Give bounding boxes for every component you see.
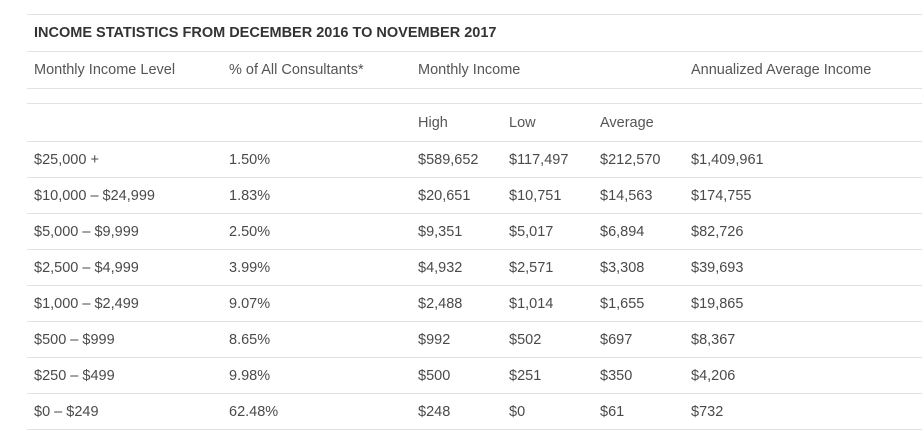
cell-high: $589,652 <box>411 142 502 178</box>
subheader-high: High <box>411 104 502 142</box>
cell-low: $5,017 <box>502 214 593 250</box>
cell-percent-consultants: 9.07% <box>222 286 411 322</box>
subheader-empty-annualized <box>684 104 922 142</box>
table-row <box>27 178 922 214</box>
cell-percent-consultants: 8.65% <box>222 322 411 358</box>
income-statistics-table <box>27 14 922 430</box>
cell-average: $212,570 <box>593 142 684 178</box>
cell-high: $4,932 <box>411 250 502 286</box>
cell-low: $502 <box>502 322 593 358</box>
header-monthly-income: Monthly Income <box>411 52 684 89</box>
cell-percent-consultants: 9.98% <box>222 358 411 394</box>
cell-low: $1,014 <box>502 286 593 322</box>
cell-low: $0 <box>502 394 593 430</box>
table-row <box>27 142 922 178</box>
subheader-low: Low <box>502 104 593 142</box>
cell-income-level: $5,000 – $9,999 <box>27 214 222 250</box>
cell-percent-consultants: 1.50% <box>222 142 411 178</box>
cell-annualized-average: $39,693 <box>684 250 922 286</box>
cell-annualized-average: $1,409,961 <box>684 142 922 178</box>
cell-low: $10,751 <box>502 178 593 214</box>
table-row <box>27 214 922 250</box>
table-title-row <box>27 15 922 52</box>
cell-high: $500 <box>411 358 502 394</box>
table-row <box>27 358 922 394</box>
spacer-row <box>27 89 922 104</box>
cell-average: $3,308 <box>593 250 684 286</box>
cell-annualized-average: $19,865 <box>684 286 922 322</box>
cell-annualized-average: $732 <box>684 394 922 430</box>
cell-high: $992 <box>411 322 502 358</box>
cell-percent-consultants: 3.99% <box>222 250 411 286</box>
cell-high: $20,651 <box>411 178 502 214</box>
cell-percent-consultants: 2.50% <box>222 214 411 250</box>
cell-high: $9,351 <box>411 214 502 250</box>
cell-low: $117,497 <box>502 142 593 178</box>
cell-income-level: $10,000 – $24,999 <box>27 178 222 214</box>
cell-percent-consultants: 62.48% <box>222 394 411 430</box>
cell-high: $248 <box>411 394 502 430</box>
table-header-row <box>27 52 922 89</box>
cell-income-level: $500 – $999 <box>27 322 222 358</box>
cell-low: $2,571 <box>502 250 593 286</box>
cell-annualized-average: $82,726 <box>684 214 922 250</box>
table-row <box>27 250 922 286</box>
table-row <box>27 286 922 322</box>
cell-average: $350 <box>593 358 684 394</box>
cell-annualized-average: $8,367 <box>684 322 922 358</box>
table-row <box>27 394 922 430</box>
cell-average: $14,563 <box>593 178 684 214</box>
cell-average: $6,894 <box>593 214 684 250</box>
cell-annualized-average: $4,206 <box>684 358 922 394</box>
cell-income-level: $1,000 – $2,499 <box>27 286 222 322</box>
cell-average: $1,655 <box>593 286 684 322</box>
cell-income-level: $250 – $499 <box>27 358 222 394</box>
cell-low: $251 <box>502 358 593 394</box>
subheader-empty-level <box>27 104 222 142</box>
subheader-empty-percent <box>222 104 411 142</box>
cell-income-level: $25,000 + <box>27 142 222 178</box>
cell-income-level: $2,500 – $4,999 <box>27 250 222 286</box>
header-monthly-income-level: Monthly Income Level <box>27 52 222 89</box>
cell-income-level: $0 – $249 <box>27 394 222 430</box>
header-annualized-average-income: Annualized Average Income <box>684 52 922 89</box>
table-row <box>27 322 922 358</box>
table-subheader-row <box>27 104 922 142</box>
cell-high: $2,488 <box>411 286 502 322</box>
header-percent-consultants: % of All Consultants* <box>222 52 411 89</box>
cell-average: $697 <box>593 322 684 358</box>
spacer-cell <box>27 89 922 104</box>
subheader-average: Average <box>593 104 684 142</box>
cell-average: $61 <box>593 394 684 430</box>
cell-annualized-average: $174,755 <box>684 178 922 214</box>
cell-percent-consultants: 1.83% <box>222 178 411 214</box>
table-title: INCOME STATISTICS FROM DECEMBER 2016 TO NOVEMBER 2017 <box>27 15 922 52</box>
